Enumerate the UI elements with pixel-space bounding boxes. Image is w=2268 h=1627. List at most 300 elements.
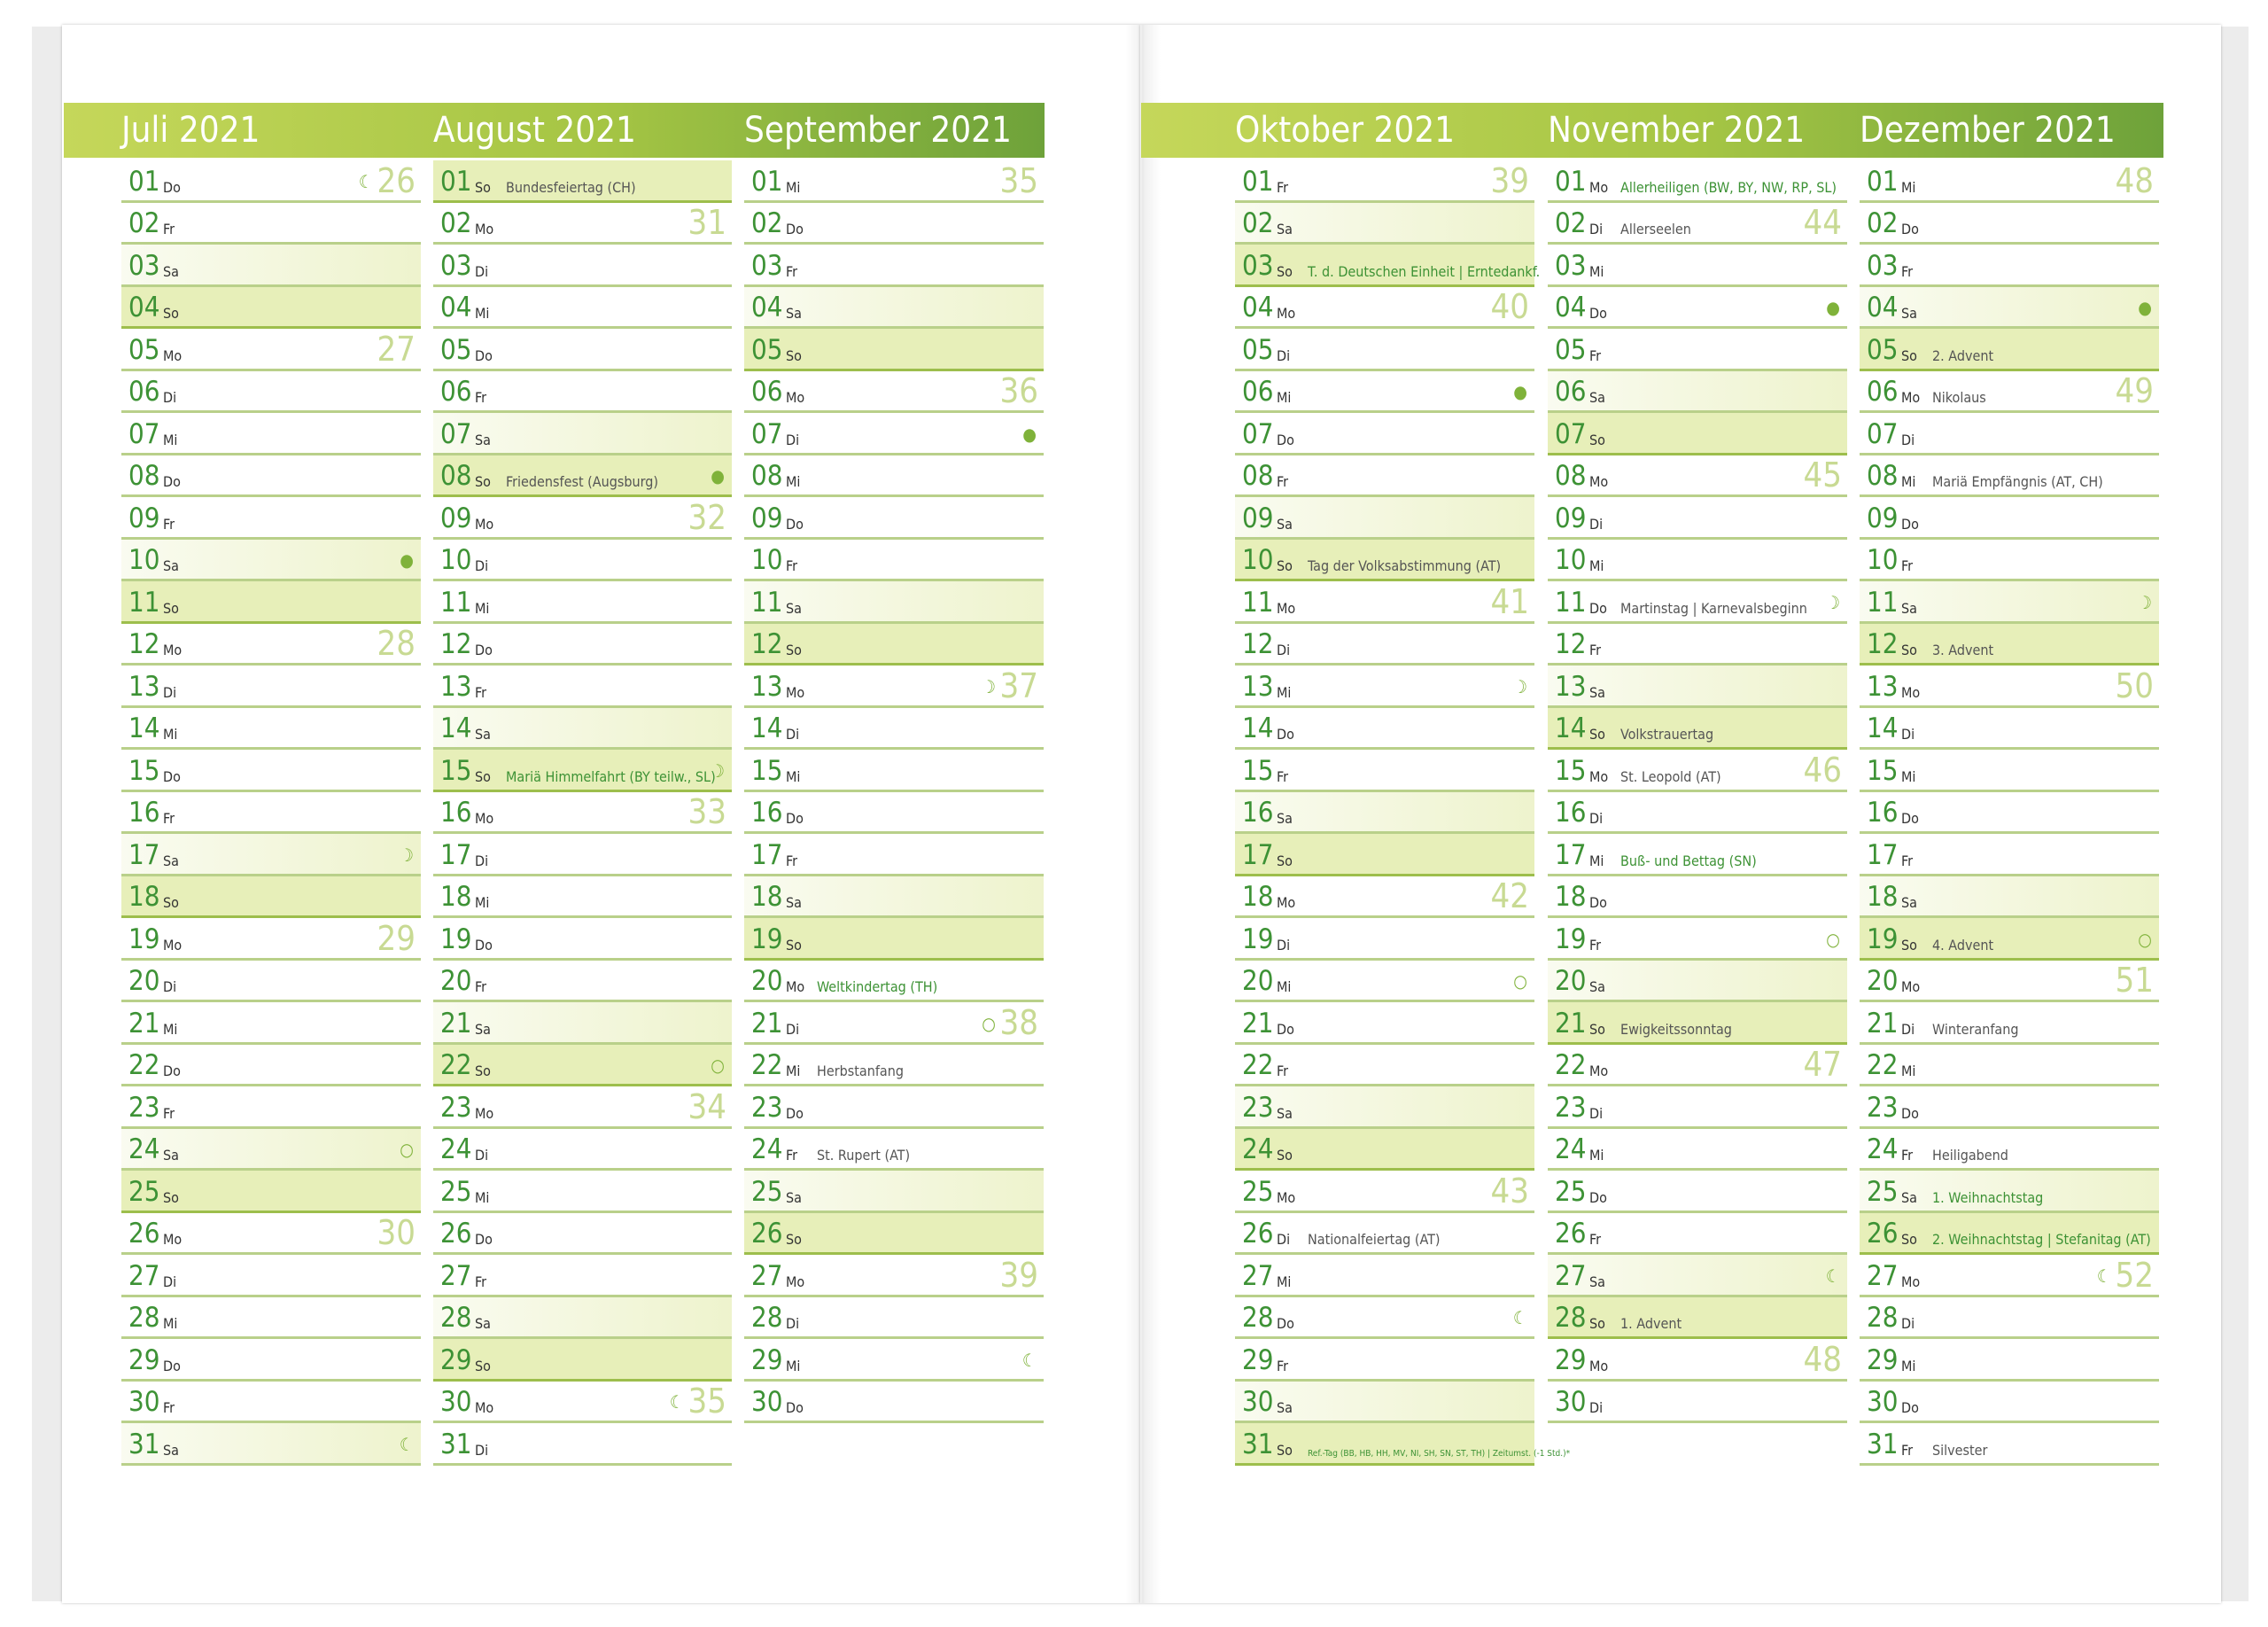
- week-number: 30: [377, 1213, 416, 1252]
- weekday-label: Sa: [475, 726, 491, 743]
- day-row: [121, 750, 421, 792]
- weekday-label: Sa: [1589, 683, 1605, 701]
- weekday-label: Fr: [475, 978, 487, 995]
- weekday-label: Fr: [786, 1147, 798, 1164]
- day-number: 11: [751, 586, 783, 619]
- week-number: 42: [1490, 876, 1529, 915]
- day-row: [1860, 245, 2159, 287]
- day-number: 19: [751, 922, 783, 955]
- day-number: 17: [128, 838, 160, 871]
- weekday-label: Do: [1277, 726, 1294, 743]
- day-number: 21: [751, 1007, 783, 1039]
- day-row: [121, 1129, 421, 1172]
- day-number: 27: [1242, 1259, 1274, 1292]
- weekday-label: So: [1901, 642, 1917, 658]
- day-row: [744, 455, 1044, 498]
- weekday-label: Mo: [475, 515, 494, 533]
- week-number: 51: [2115, 961, 2154, 1000]
- day-row: [433, 708, 732, 751]
- day-number: 12: [440, 628, 472, 660]
- day-number: 13: [1242, 670, 1274, 703]
- moon-phase-icon: ☽: [2137, 591, 2152, 613]
- weekday-label: Di: [786, 726, 800, 743]
- day-number: 25: [1242, 1175, 1274, 1208]
- day-row: [1860, 1213, 2159, 1256]
- day-number: 28: [1555, 1302, 1587, 1334]
- day-number: 13: [128, 670, 160, 703]
- day-row: [1235, 413, 1534, 455]
- day-row: [1860, 666, 2159, 708]
- day-number: 31: [1867, 1428, 1899, 1460]
- day-row: [1548, 792, 1847, 835]
- day-number: 29: [751, 1343, 783, 1376]
- day-row: [1548, 834, 1847, 876]
- day-row: [744, 876, 1044, 919]
- day-number: 29: [1242, 1343, 1274, 1376]
- weekday-label: Mo: [1901, 1273, 1921, 1290]
- weekday-label: Do: [1277, 1315, 1294, 1332]
- day-row: [121, 203, 421, 245]
- day-row: [121, 245, 421, 287]
- day-number: 30: [1867, 1386, 1899, 1418]
- day-row: [744, 1129, 1044, 1172]
- week-number: 50: [2115, 666, 2154, 705]
- day-number: 14: [1555, 712, 1587, 744]
- day-row: [1548, 750, 1847, 792]
- holiday-label: T. d. Deutschen Einheit | Erntedankf.: [1308, 262, 1541, 280]
- day-number: 23: [1555, 1091, 1587, 1124]
- weekday-label: Do: [786, 515, 804, 533]
- day-number: 05: [440, 333, 472, 366]
- weekday-label: Do: [475, 642, 493, 658]
- weekday-label: Sa: [786, 599, 802, 617]
- day-number: 06: [1867, 376, 1899, 408]
- holiday-label: Nationalfeiertag (AT): [1308, 1231, 1441, 1248]
- week-number: 48: [1803, 1339, 1842, 1379]
- weekday-label: Sa: [1901, 894, 1917, 911]
- weekday-label: Sa: [163, 557, 179, 574]
- day-number: 23: [1242, 1091, 1274, 1124]
- day-number: 26: [128, 1218, 160, 1249]
- day-row: [1235, 1339, 1534, 1382]
- weekday-label: Fr: [163, 515, 175, 533]
- weekday-label: Mi: [786, 767, 801, 785]
- weekday-label: So: [1277, 262, 1293, 280]
- day-row: [1548, 1086, 1847, 1129]
- weekday-label: So: [1589, 431, 1605, 448]
- day-row: [1548, 581, 1847, 624]
- day-number: 06: [440, 376, 472, 408]
- day-row: [433, 792, 732, 835]
- weekday-label: Fr: [786, 557, 798, 574]
- weekday-label: Mi: [475, 894, 490, 911]
- day-row: [744, 371, 1044, 414]
- weekday-label: Mi: [1589, 852, 1604, 869]
- weekday-label: Fr: [1901, 557, 1914, 574]
- day-row: [121, 624, 421, 666]
- day-row: [1235, 624, 1534, 666]
- day-number: 13: [751, 670, 783, 703]
- weekday-label: Di: [1901, 1020, 1915, 1038]
- week-number: 39: [1490, 160, 1529, 200]
- weekday-label: Sa: [163, 852, 179, 869]
- weekday-label: Do: [475, 1231, 493, 1248]
- week-number: 45: [1803, 455, 1842, 494]
- day-number: 26: [1867, 1218, 1899, 1249]
- day-row: [121, 540, 421, 582]
- day-number: 04: [128, 292, 160, 323]
- week-number: 28: [377, 624, 416, 663]
- day-row: [433, 1339, 732, 1382]
- moon-phase-icon: ●: [1826, 297, 1840, 318]
- day-number: 28: [128, 1302, 160, 1334]
- book-gutter: [1125, 25, 1161, 1603]
- weekday-label: Sa: [1277, 1399, 1293, 1416]
- holiday-label: Allerheiligen (BW, BY, NW, RP, SL): [1620, 178, 1837, 196]
- day-number: 03: [128, 249, 160, 282]
- day-row: [121, 581, 421, 624]
- weekday-label: Fr: [1901, 262, 1914, 280]
- day-number: 27: [128, 1259, 160, 1292]
- day-row: [433, 750, 732, 792]
- weekday-label: So: [786, 1231, 802, 1248]
- weekday-label: Mi: [1277, 683, 1292, 701]
- weekday-label: So: [163, 894, 179, 911]
- weekday-label: Do: [786, 1399, 804, 1416]
- day-row: [744, 1002, 1044, 1045]
- day-number: 23: [440, 1091, 472, 1124]
- day-row: [1548, 624, 1847, 666]
- day-row: [121, 792, 421, 835]
- moon-phase-icon: ○: [400, 1139, 414, 1160]
- day-number: 11: [1555, 586, 1587, 619]
- day-row: [1860, 497, 2159, 540]
- day-row: [744, 624, 1044, 666]
- day-row: [1235, 245, 1541, 287]
- week-number: 40: [1490, 287, 1529, 326]
- day-number: 21: [1555, 1007, 1587, 1039]
- weekday-label: Sa: [475, 1315, 491, 1332]
- weekday-label: Di: [786, 1020, 800, 1038]
- month-title-juli: Juli 2021: [121, 110, 260, 151]
- day-row: [1235, 1382, 1534, 1424]
- weekday-label: Mi: [1901, 473, 1916, 490]
- weekday-label: Fr: [163, 1104, 175, 1122]
- day-number: 08: [1555, 460, 1587, 492]
- day-row: [433, 203, 732, 245]
- day-number: 03: [1867, 249, 1899, 282]
- day-row: [121, 455, 421, 498]
- day-number: 02: [440, 207, 472, 239]
- moon-phase-icon: ☽: [981, 675, 996, 697]
- day-number: 30: [440, 1386, 472, 1418]
- weekday-label: So: [1589, 726, 1605, 743]
- holiday-label: 1. Advent: [1620, 1315, 1682, 1332]
- weekday-label: Di: [1277, 346, 1291, 364]
- day-row: [1235, 371, 1534, 414]
- day-number: 27: [440, 1259, 472, 1292]
- month-column-oktober: [1235, 160, 1571, 1466]
- day-row: [1548, 455, 1847, 498]
- weekday-label: Sa: [1589, 389, 1605, 406]
- moon-phase-icon: ○: [711, 1055, 725, 1076]
- day-row: [433, 1213, 732, 1256]
- day-row: [1235, 876, 1534, 919]
- day-row: [433, 961, 732, 1003]
- weekday-label: So: [475, 1357, 491, 1374]
- day-number: 22: [1867, 1049, 1899, 1081]
- day-number: 26: [1242, 1218, 1274, 1249]
- moon-phase-icon: ☾: [2096, 1265, 2111, 1287]
- day-number: 18: [751, 881, 783, 913]
- weekday-label: Fr: [1277, 1357, 1289, 1374]
- day-row: [1860, 876, 2159, 919]
- day-number: 26: [751, 1218, 783, 1249]
- weekday-label: So: [163, 1188, 179, 1206]
- moon-phase-icon: ☽: [710, 759, 725, 782]
- weekday-label: Di: [475, 1147, 489, 1164]
- weekday-label: Di: [163, 683, 177, 701]
- weekday-label: Mo: [1589, 178, 1609, 196]
- moon-phase-icon: ●: [1513, 381, 1527, 402]
- day-row: [121, 1086, 421, 1129]
- day-number: 14: [751, 712, 783, 744]
- weekday-label: Mo: [475, 1399, 494, 1416]
- day-number: 04: [1555, 292, 1587, 323]
- day-number: 01: [751, 165, 783, 198]
- day-row: [1235, 1002, 1534, 1045]
- day-number: 24: [1555, 1133, 1587, 1165]
- day-number: 20: [1555, 965, 1587, 997]
- week-number: 43: [1490, 1171, 1529, 1211]
- day-row: [121, 834, 421, 876]
- day-number: 29: [1867, 1343, 1899, 1376]
- day-row: [433, 455, 732, 498]
- day-number: 19: [1867, 922, 1899, 955]
- day-row: [433, 371, 732, 414]
- day-number: 12: [1867, 628, 1899, 660]
- weekday-label: So: [1901, 1231, 1917, 1248]
- holiday-label: Buß- und Bettag (SN): [1620, 852, 1757, 869]
- day-number: 22: [128, 1049, 160, 1081]
- day-row: [1860, 1423, 2159, 1466]
- moon-phase-icon: ☾: [1512, 1307, 1527, 1328]
- day-row: [744, 834, 1044, 876]
- day-number: 05: [1242, 333, 1274, 366]
- holiday-label: Silvester: [1932, 1441, 1988, 1459]
- holiday-label: Winteranfang: [1932, 1020, 2019, 1038]
- weekday-label: Fr: [1277, 178, 1289, 196]
- day-row: [121, 287, 421, 330]
- weekday-label: Do: [163, 1063, 181, 1079]
- day-row: [121, 329, 421, 371]
- holiday-label: 4. Advent: [1932, 936, 1994, 954]
- day-row: [121, 918, 421, 961]
- weekday-label: Mi: [163, 1315, 178, 1332]
- weekday-label: Fr: [1277, 1063, 1289, 1079]
- weekday-label: Di: [1901, 1315, 1915, 1332]
- day-number: 09: [751, 502, 783, 534]
- day-number: 12: [1555, 628, 1587, 660]
- weekday-label: Mi: [1277, 978, 1292, 995]
- day-number: 25: [1555, 1175, 1587, 1208]
- day-number: 23: [751, 1091, 783, 1124]
- day-row: [1235, 1255, 1534, 1297]
- day-row: [1860, 708, 2159, 751]
- day-row: [1548, 413, 1847, 455]
- day-row: [433, 497, 732, 540]
- day-row: [1860, 1171, 2159, 1213]
- weekday-label: Mi: [1277, 1273, 1292, 1290]
- day-number: 10: [1242, 544, 1274, 576]
- day-row: [1548, 203, 1847, 245]
- day-number: 22: [440, 1049, 472, 1081]
- day-row: [744, 1339, 1044, 1382]
- day-row: [1548, 918, 1847, 961]
- weekday-label: Mo: [1589, 473, 1609, 490]
- weekday-label: Mo: [1277, 599, 1296, 617]
- day-row: [1548, 1171, 1847, 1213]
- day-number: 12: [1242, 628, 1274, 660]
- weekday-label: Fr: [1901, 1441, 1914, 1459]
- weekday-label: Mo: [475, 810, 494, 827]
- weekday-label: Do: [1901, 1104, 1919, 1122]
- week-number: 49: [2115, 371, 2154, 410]
- weekday-label: Mi: [475, 1188, 490, 1206]
- day-number: 07: [128, 417, 160, 450]
- day-row: [744, 581, 1044, 624]
- day-row: [1235, 834, 1534, 876]
- weekday-label: Do: [475, 346, 493, 364]
- day-row: [1548, 1002, 1847, 1045]
- weekday-label: Mi: [786, 178, 801, 196]
- day-row: [1860, 1086, 2159, 1129]
- day-row: [744, 287, 1044, 330]
- day-row: [1860, 918, 2159, 961]
- moon-phase-icon: ○: [2138, 928, 2152, 950]
- day-row: [1235, 792, 1534, 835]
- weekday-label: Fr: [1277, 473, 1289, 490]
- day-row: [1548, 1339, 1847, 1382]
- holiday-label: Nikolaus: [1932, 389, 1986, 406]
- day-row: [744, 540, 1044, 582]
- weekday-label: Di: [1589, 515, 1604, 533]
- day-number: 06: [751, 376, 783, 408]
- weekday-label: Mo: [1901, 389, 1921, 406]
- day-row: [121, 160, 421, 203]
- day-row: [744, 160, 1044, 203]
- weekday-label: Fr: [1901, 1147, 1914, 1164]
- day-row: [121, 1171, 421, 1213]
- weekday-label: Sa: [1901, 599, 1917, 617]
- day-number: 14: [1867, 712, 1899, 744]
- weekday-label: Fr: [1589, 936, 1602, 954]
- day-row: [121, 1339, 421, 1382]
- moon-phase-icon: ○: [1826, 928, 1840, 950]
- day-row: [433, 1002, 732, 1045]
- weekday-label: Mi: [1589, 557, 1604, 574]
- day-number: 18: [1242, 881, 1274, 913]
- day-number: 28: [1867, 1302, 1899, 1334]
- day-number: 20: [128, 965, 160, 997]
- day-row: [1860, 160, 2159, 203]
- day-number: 09: [1555, 502, 1587, 534]
- day-number: 11: [1242, 586, 1274, 619]
- day-number: 15: [1555, 754, 1587, 787]
- month-title-november: November 2021: [1548, 110, 1806, 151]
- day-number: 21: [1242, 1007, 1274, 1039]
- day-row: [1235, 287, 1534, 330]
- day-number: 19: [440, 922, 472, 955]
- weekday-label: Fr: [163, 1399, 175, 1416]
- day-number: 11: [1867, 586, 1899, 619]
- day-row: [433, 1171, 732, 1213]
- day-number: 05: [1867, 333, 1899, 366]
- day-row: [1235, 540, 1534, 582]
- day-row: [1860, 1297, 2159, 1340]
- day-number: 06: [128, 376, 160, 408]
- weekday-label: Do: [1589, 1188, 1607, 1206]
- day-number: 29: [1555, 1343, 1587, 1376]
- holiday-label: Weltkindertag (TH): [817, 978, 938, 995]
- weekday-label: Sa: [163, 1147, 179, 1164]
- day-number: 08: [128, 460, 160, 492]
- day-number: 08: [1867, 460, 1899, 492]
- day-number: 20: [440, 965, 472, 997]
- day-row: [1860, 1045, 2159, 1087]
- day-number: 16: [128, 797, 160, 829]
- weekday-label: So: [163, 599, 179, 617]
- day-number: 25: [440, 1175, 472, 1208]
- day-row: [1548, 1382, 1847, 1424]
- weekday-label: Mo: [475, 1104, 494, 1122]
- day-number: 03: [1242, 249, 1274, 282]
- holiday-label: Heiligabend: [1932, 1147, 2008, 1164]
- week-number: 32: [687, 497, 726, 537]
- day-row: [744, 1171, 1044, 1213]
- moon-phase-icon: ●: [1022, 423, 1037, 445]
- week-number: 26: [377, 160, 416, 200]
- day-row: [1860, 413, 2159, 455]
- week-number: 37: [999, 666, 1038, 705]
- day-number: 01: [128, 165, 160, 198]
- weekday-label: Mo: [1277, 305, 1296, 322]
- weekday-label: Sa: [1589, 978, 1605, 995]
- day-row: [1548, 497, 1847, 540]
- day-row: [433, 1297, 732, 1340]
- week-number: 27: [377, 329, 416, 369]
- day-number: 07: [1242, 417, 1274, 450]
- day-number: 04: [1867, 292, 1899, 323]
- weekday-label: Do: [1901, 515, 1919, 533]
- day-number: 23: [128, 1091, 160, 1124]
- day-number: 03: [751, 249, 783, 282]
- day-number: 15: [128, 754, 160, 787]
- weekday-label: Do: [1589, 599, 1607, 617]
- holiday-label: Martinstag | Karnevalsbeginn: [1620, 599, 1807, 617]
- month-column-september: [744, 160, 1044, 1423]
- day-row: [121, 371, 421, 414]
- day-number: 20: [751, 965, 783, 997]
- weekday-label: So: [1901, 936, 1917, 954]
- day-number: 25: [751, 1175, 783, 1208]
- weekday-label: Di: [475, 1441, 489, 1459]
- day-number: 24: [440, 1133, 472, 1165]
- day-row: [1548, 1129, 1847, 1172]
- weekday-label: Do: [1589, 894, 1607, 911]
- weekday-label: Mo: [1277, 1188, 1296, 1206]
- day-number: 18: [440, 881, 472, 913]
